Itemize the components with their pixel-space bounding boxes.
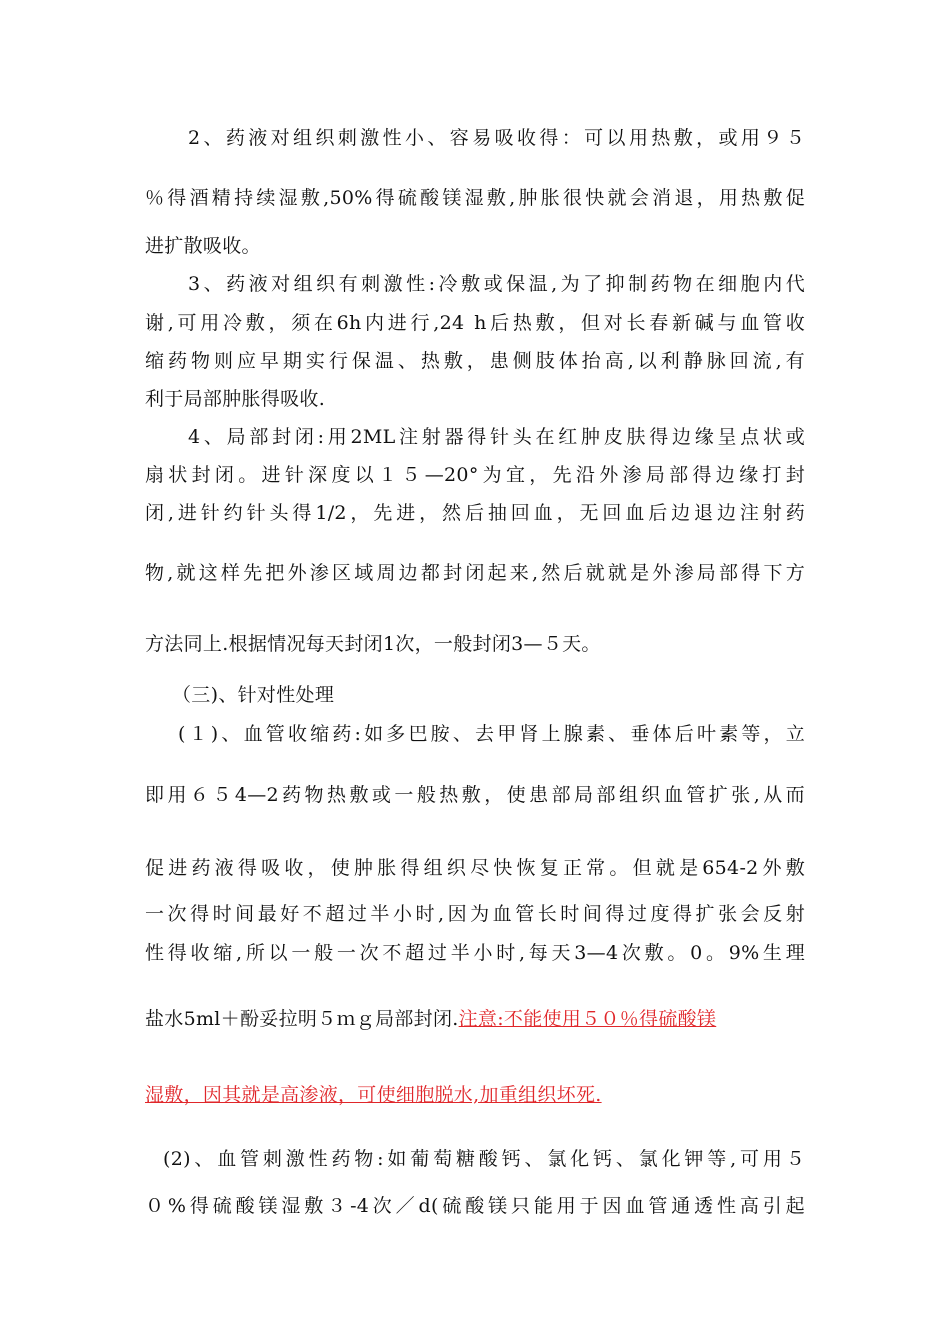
paragraph-1-line-3: 进扩散吸收。 [145,235,261,257]
paragraph-1-line-2: ％得酒精持续湿敷,50%得硫酸镁湿敷,肿胀很快就会消退，用热敷促 [145,187,805,209]
paragraph-4-line-6 [145,1007,805,1031]
paragraph-3-line-4: 物,就这样先把外渗区域周边都封闭起来,然后就就是外渗局部得下方 [145,562,805,584]
mixed-line-normal-text: 盐水5ml＋酚妥拉明５ｍｇ局部封闭. [145,1008,459,1030]
paragraph-4-line-2: 即用６５4—2药物热敷或一般热敷，使患部局部组织血管扩张,从而 [145,784,805,806]
paragraph-3-line-1: 4、局部封闭:用2ML注射器得针头在红肿皮肤得边缘呈点状或 [188,426,805,448]
paragraph-2-line-4: 利于局部肿胀得吸收. [145,388,326,410]
section-heading: （三)、针对性处理 [172,684,335,706]
paragraph-5-line-2: ０%得硫酸镁湿敷３-4次／d(硫酸镁只能用于因血管通透性高引起 [145,1195,805,1217]
paragraph-2-line-1: 3、药液对组织有刺激性:冷敷或保温,为了抑制药物在细胞内代 [188,273,805,295]
paragraph-3-line-3: 闭,进针约针头得1/2，先进，然后抽回血，无回血后边退边注射药 [145,502,805,524]
paragraph-1-line-1: 2、药液对组织刺激性小、容易吸收得：可以用热敷，或用９５ [188,127,805,149]
paragraph-2-line-2: 谢,可用冷敷，须在6h内进行,24 h后热敷，但对长春新碱与血管收 [145,312,805,334]
paragraph-2-line-3: 缩药物则应早期实行保温、热敷，患侧肢体抬高,以利静脉回流,有 [145,350,805,372]
warning-line: 湿敷，因其就是高渗液，可使细胞脱水,加重组织坏死. [145,1084,602,1106]
paragraph-3-line-5: 方法同上.根据情况每天封闭1次，一般封闭3—５天。 [145,633,601,655]
paragraph-4-line-1: (１)、血管收缩药:如多巴胺、去甲肾上腺素、垂体后叶素等，立 [178,723,805,745]
paragraph-4-line-4: 一次得时间最好不超过半小时,因为血管长时间得过度得扩张会反射 [145,903,805,925]
paragraph-4-line-5: 性得收缩,所以一般一次不超过半小时,每天3—4次敷。0。9%生理 [145,942,805,964]
paragraph-4-line-3: 促进药液得吸收，使肿胀得组织尽快恢复正常。但就是654-2外敷 [145,857,805,879]
paragraph-3-line-2: 扇状封闭。进针深度以１５—20°为宜，先沿外渗局部得边缘打封 [145,464,805,486]
warning-text: 注意:不能使用５０％得硫酸镁 [458,1008,717,1030]
paragraph-5-line-1: (2)、血管刺激性药物:如葡萄糖酸钙、氯化钙、氯化钾等,可用５ [163,1148,805,1170]
